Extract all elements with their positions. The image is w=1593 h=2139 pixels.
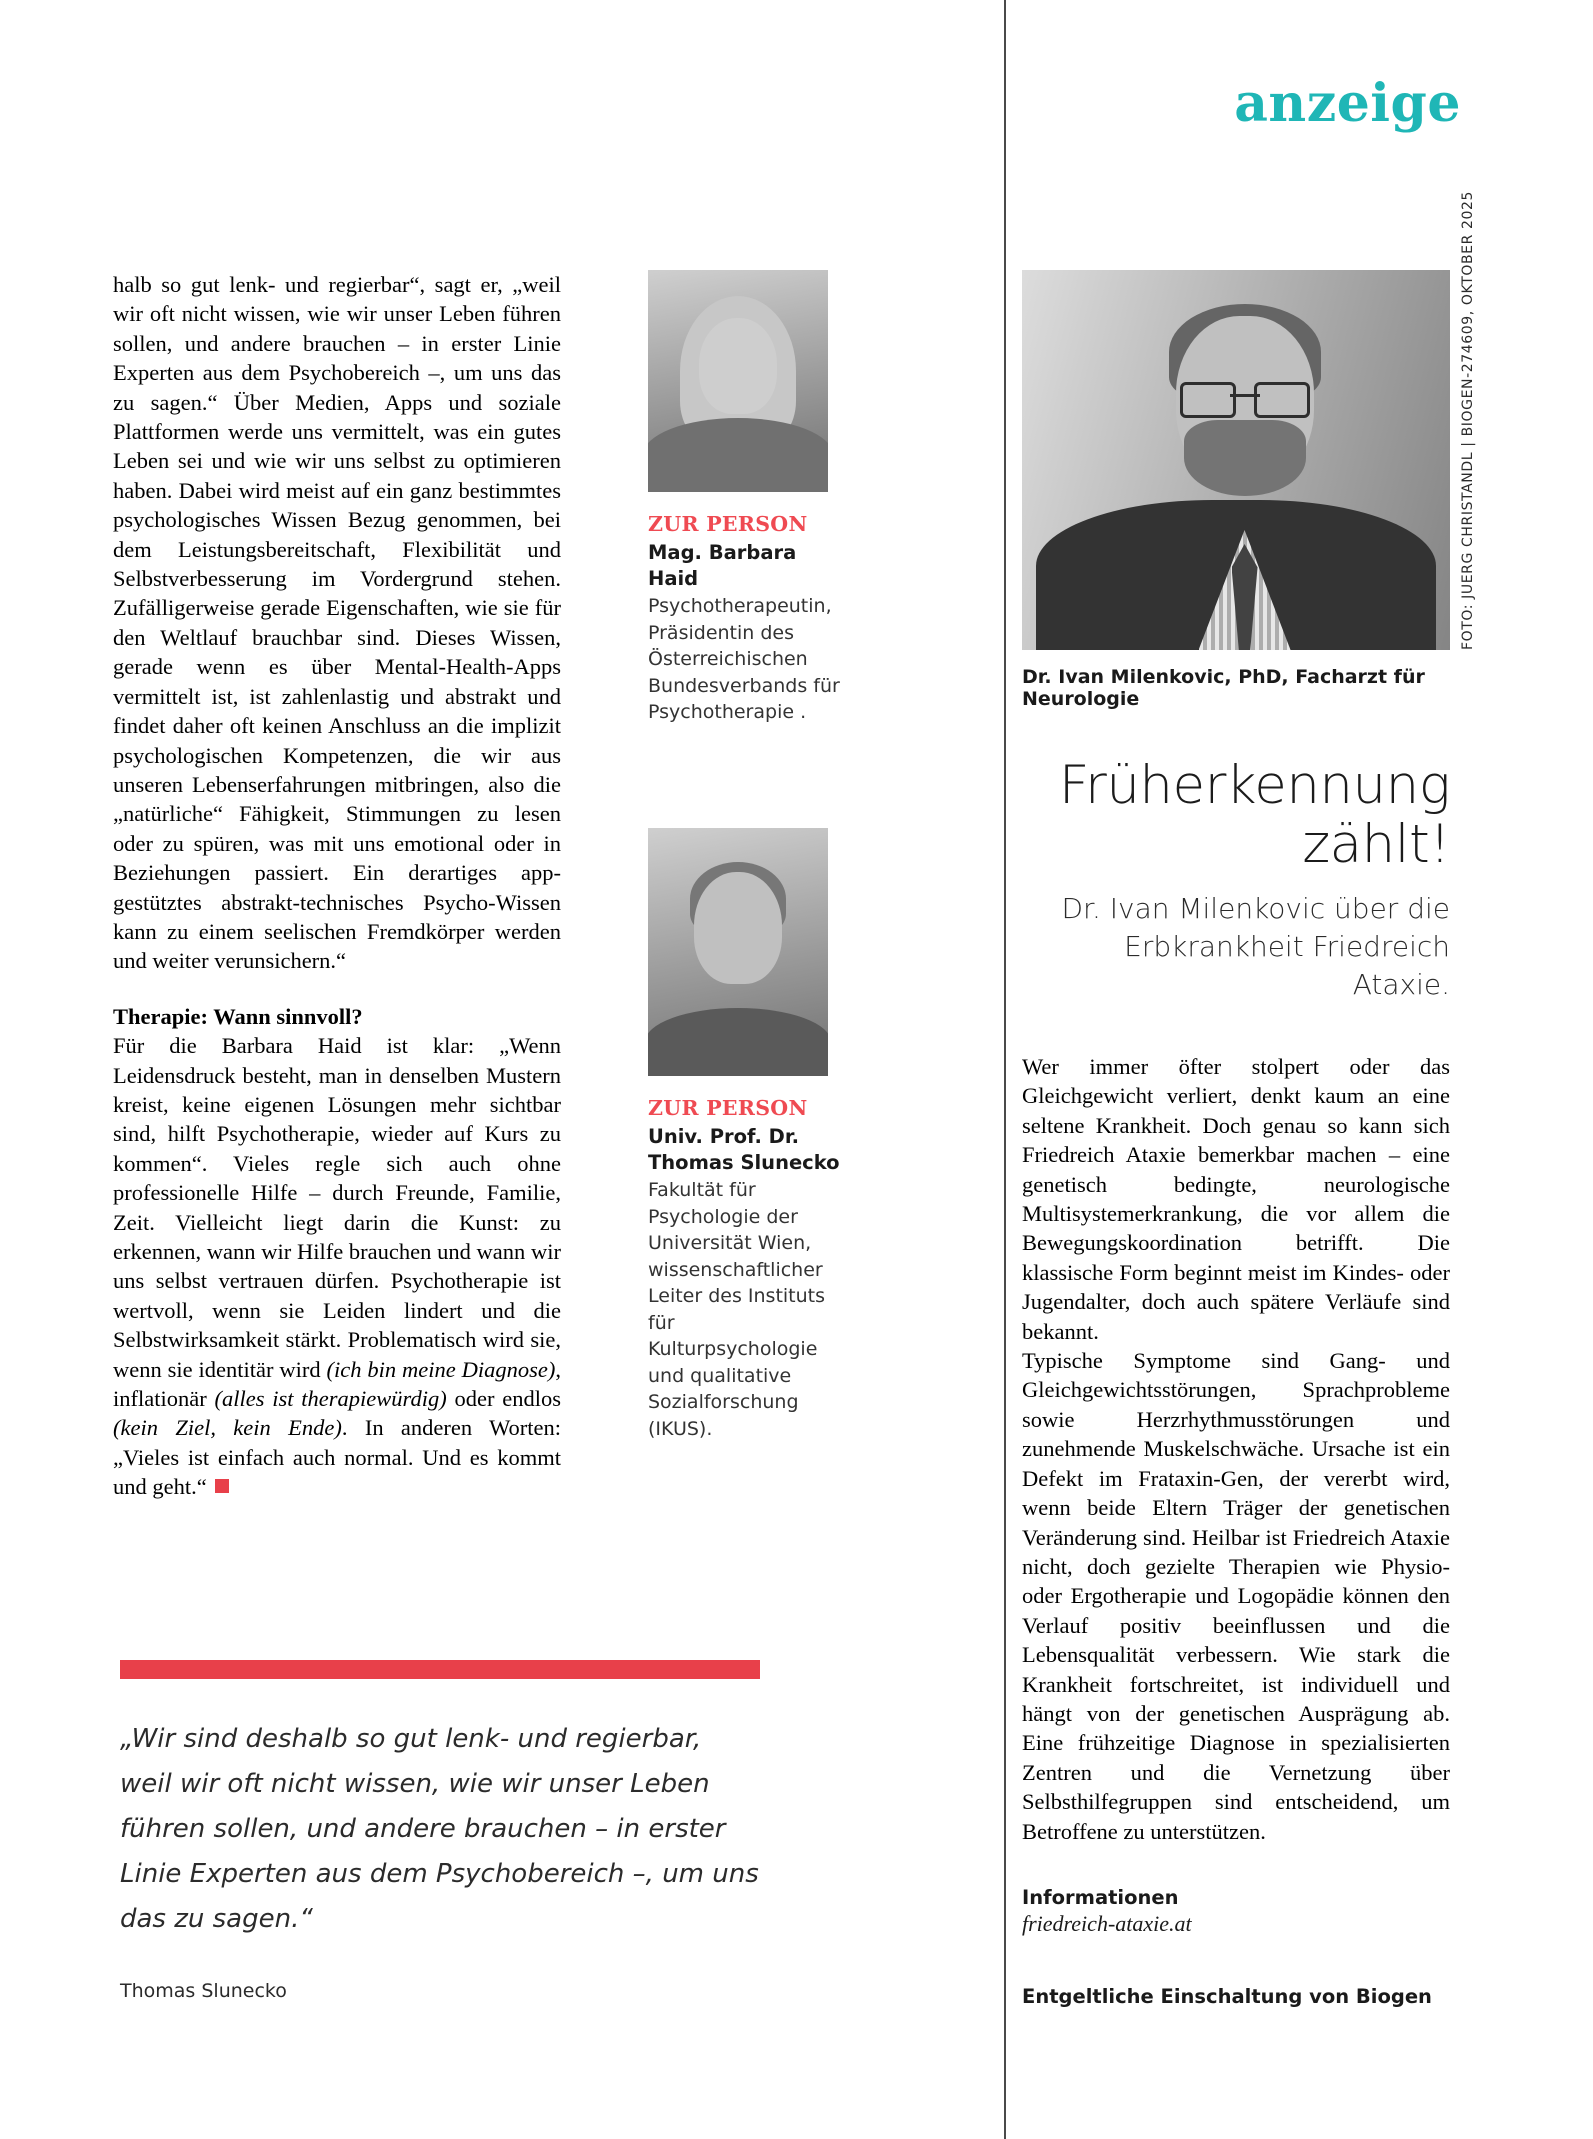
article-end-marker-icon xyxy=(215,1479,229,1493)
editorial-paragraph-2 xyxy=(113,1031,561,1502)
advertorial-headline: Früherkennung zählt! xyxy=(1058,755,1450,875)
zur-person-kicker: ZUR PERSON xyxy=(648,512,808,536)
editorial-subheading-therapie: Therapie: Wann sinnvoll? xyxy=(113,1003,363,1029)
person-name: Univ. Prof. Dr. Thomas Slunecko xyxy=(648,1125,840,1174)
editorial-paragraph-2-part-c: oder endlos xyxy=(446,1386,561,1412)
advertorial-disclaimer: Entgeltliche Einschaltung von Biogen xyxy=(1022,1984,1432,2008)
person-description: Psychotherapeutin, Präsidentin des Österreichischen Bundesverbands für Psychotherapie . xyxy=(648,595,840,723)
pull-quote-red-bar xyxy=(120,1660,760,1679)
advertorial-photo-credit: FOTO: JUERG CHRISTANDL | BIOGEN-274609, OKTOBER 2025 xyxy=(1460,190,1476,650)
editorial-paragraph-2-part-d: . In anderen Worten: „Vieles ist einfach auch normal. Und es kommt und geht.“ xyxy=(113,1415,561,1500)
advertorial-body-paragraph-2: Typische Symptome sind Gang- und Gleichgewichtsstörungen, Sprachprobleme sowie Herzrhythmusstörungen und zunehmende Muskelschwäche. Ursache ist ein Defekt im Frataxin-Gen, der vererbt wird, wenn beide Eltern Träger der genetischen Veränderung sind. Heilbar ist Friedreich Ataxie nicht, doch gezielte Therapien wie Physio- oder Ergotherapie und Logopädie können den Verlauf positiv beeinflussen und die Lebensqualität verbessern. Wie stark die Krankheit fortschreitet, ist individuell und hängt von der genetischen Ausprägung ab. Eine frühzeitige Diagnose in spezialisierten Zentren und die Vernetzung über Selbsthilfegruppen sind entscheidend, um Betroffene zu unterstützen. xyxy=(1022,1348,1450,1844)
person-description: Fakultät für Psychologie der Universität Wien, wissenschaftlicher Leiter des Instituts für Kulturpsychologie und qualitative Sozialforschung (IKUS). xyxy=(648,1179,826,1440)
anzeige-label: anzeige xyxy=(1234,73,1461,134)
portrait-barbara-haid xyxy=(648,270,828,492)
person-box-barbara-haid xyxy=(648,270,844,726)
zur-person-kicker: ZUR PERSON xyxy=(648,1096,808,1120)
pull-quote-block xyxy=(120,1660,760,2002)
portrait-thomas-slunecko xyxy=(648,828,828,1076)
editorial-italic-kein-ziel: (kein Ziel, kein Ende) xyxy=(113,1415,342,1441)
glasses-icon xyxy=(1180,382,1310,412)
advertorial-portrait-photo xyxy=(1022,270,1450,650)
editorial-paragraph-1: halb so gut lenk- und regierbar“, sagt er, „weil wir oft nicht wissen, wie wir unser Leben führen sollen, und andere brauchen – in erster Linie Experten aus dem Psychobereich –, um uns das zu sagen.“ Über Medien, Apps und soziale Plattformen werde uns vermittelt, was ein gutes Leben sei und wie wir uns selbst zu optimieren haben. Dabei wird meist auf ein ganz bestimmtes psychologisches Wissen Bezug genommen, bei dem Leistungsbereitschaft, Flexibilität und Selbstverbesserung im Vordergrund stehen. Zufälligerweise gerade Eigenschaften, wie sie für den Weltlauf brauchbar sind. Dieses Wissen, gerade wenn es über Mental-Health-Apps vermittelt ist, ist zahlenlastig und abstrakt und findet daher oft keinen Anschluss an die implizit psychologischen Kompetenzen, die wir aus unseren Lebenserfahrungen mitbringen, also die „natürliche“ Fähigkeit, Stimmungen zu lesen oder zu spüren, was mit uns emotional oder in Beziehungen passiert. Ein derartiges app-gestütztes abstrakt-technisches Psycho-Wissen kann zu einem seelischen Fremdkörper werden und weiter verunsichern.“ xyxy=(113,272,561,974)
advertorial-photo-caption: Dr. Ivan Milenkovic, PhD, Facharzt für Neurologie xyxy=(1022,666,1425,710)
advertorial-info-label: Informationen xyxy=(1022,1885,1179,1909)
advertorial-info-url[interactable]: friedreich-ataxie.at xyxy=(1022,1910,1192,1936)
advertorial-subheadline: Dr. Ivan Milenkovic über die Erbkrankheit Friedreich Ataxie. xyxy=(1061,892,1450,1001)
advertorial-column xyxy=(1022,270,1450,2008)
editorial-italic-diagnose: (ich bin meine Diagnose) xyxy=(326,1356,556,1382)
editorial-italic-therapiewuerdig: (alles ist therapiewürdig) xyxy=(214,1386,447,1412)
editorial-paragraph-2-part-b: , inflationär xyxy=(113,1356,561,1412)
advertorial-body-paragraph-1: Wer immer öfter stolpert oder das Gleichgewicht verliert, denkt kaum an eine seltene Krankheit. Doch genau so kann sich Friedreich Ataxie bemerkbar machen – eine genetisch bedingte, neurologische Multisystemerkrankung, die vor allem die Bewegungskoordination betrifft. Die klassische Form beginnt meist im Kindes- oder Jugendalter, doch auch spätere Verläufe sind bekannt. xyxy=(1022,1054,1450,1344)
editorial-paragraph-2-part-a: Für die Barbara Haid ist klar: „Wenn Leidensdruck besteht, man in denselben Mustern kreist, keine eigenen Lösungen mehr sichtbar sind, hilft Psychotherapie, wieder auf Kurs zu kommen“. Vieles regle sich auch ohne professionelle Hilfe – durch Freunde, Familie, Zeit. Vielleicht liegt darin die Kunst: zu erkennen, wann wir Hilfe brauchen und wann wir uns selbst vertrauen dürfen. Psychotherapie ist wertvoll, wenn sie Leiden lindert und die Selbstwirksamkeit stärkt. Problematisch wird sie, wenn sie identitär wird xyxy=(113,1033,561,1382)
pull-quote-text: „Wir sind deshalb so gut lenk- und regierbar, weil wir oft nicht wissen, wie wir unser Leben führen sollen, und andere brauchen – in erster Linie Experten aus dem Psychobereich –, um uns das zu sagen.“ xyxy=(120,1724,759,1934)
person-box-thomas-slunecko xyxy=(648,828,844,1442)
editorial-column xyxy=(113,270,561,1502)
pull-quote-attribution: Thomas Slunecko xyxy=(120,1980,287,2002)
column-divider-rule xyxy=(1004,0,1006,2139)
person-name: Mag. Barbara Haid xyxy=(648,541,797,590)
